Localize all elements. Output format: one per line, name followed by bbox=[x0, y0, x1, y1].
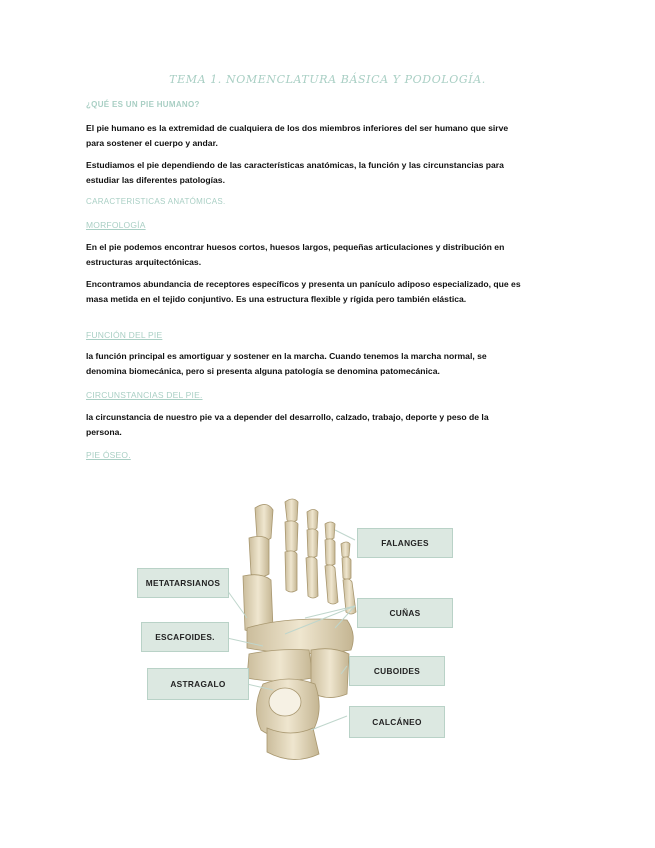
foot-skeleton-figure bbox=[135, 478, 465, 768]
label-metatarsianos: METATARSIANOS bbox=[137, 568, 229, 598]
section-heading-que-es: ¿QUÉ ES UN PIE HUMANO? bbox=[86, 100, 200, 109]
paragraph-circunstancias: la circunstancia de nuestro pie va a depender del desarrollo, calzado, trabajo, deporte y peso de la persona. bbox=[86, 412, 489, 437]
paragraph-funcion: la función principal es amortiguar y sostener en la marcha. Cuando tenemos la marcha normal, se denomina biomecánica, pero si presenta alguna patología se denomina patomecánica. bbox=[86, 351, 487, 376]
label-calcaneo: CALCÁNEO bbox=[349, 706, 445, 738]
paragraph-morfologia-2: Encontramos abundancia de receptores específicos y presenta un panículo adiposo especializado, que es masa metida en el tejido conjuntivo. Es una estructura flexible y rígida pero también elástica. bbox=[86, 279, 521, 304]
section-heading-circunstancias: CIRCUNSTANCIAS DEL PIE. bbox=[86, 390, 203, 400]
section-heading-funcion: FUNCIÓN DEL PIE bbox=[86, 330, 163, 340]
label-escafoides: ESCAFOIDES. bbox=[141, 622, 229, 652]
section-heading-pie-oseo: PIE ÓSEO. bbox=[86, 450, 131, 460]
label-cuboides: CUBOIDES bbox=[349, 656, 445, 686]
page-title: TEMA 1. NOMENCLATURA BÁSICA Y PODOLOGÍA. bbox=[169, 73, 486, 86]
section-heading-caracteristicas: CARACTERISTICAS ANATÓMICAS. bbox=[86, 197, 226, 206]
paragraph-morfologia-1: En el pie podemos encontrar huesos cortos, huesos largos, pequeñas articulaciones y distribución en estructuras arquitectónicas. bbox=[86, 242, 505, 267]
label-falanges: FALANGES bbox=[357, 528, 453, 558]
phalanx-hallux-distal bbox=[255, 504, 273, 541]
label-astragalo: ASTRAGALO bbox=[147, 668, 249, 700]
paragraph-estudio: Estudiamos el pie dependiendo de las características anatómicas, la función y las circunstancias para estudiar las diferentes patologías. bbox=[86, 160, 504, 185]
section-heading-morfologia: MORFOLOGÍA bbox=[86, 220, 146, 230]
label-cunas: CUÑAS bbox=[357, 598, 453, 628]
phalanx-hallux-proximal bbox=[249, 536, 269, 577]
paragraph-definicion: El pie humano es la extremidad de cualquiera de los dos miembros inferiores del ser humano que sirve para sostener el cuerpo y andar. bbox=[86, 123, 509, 148]
